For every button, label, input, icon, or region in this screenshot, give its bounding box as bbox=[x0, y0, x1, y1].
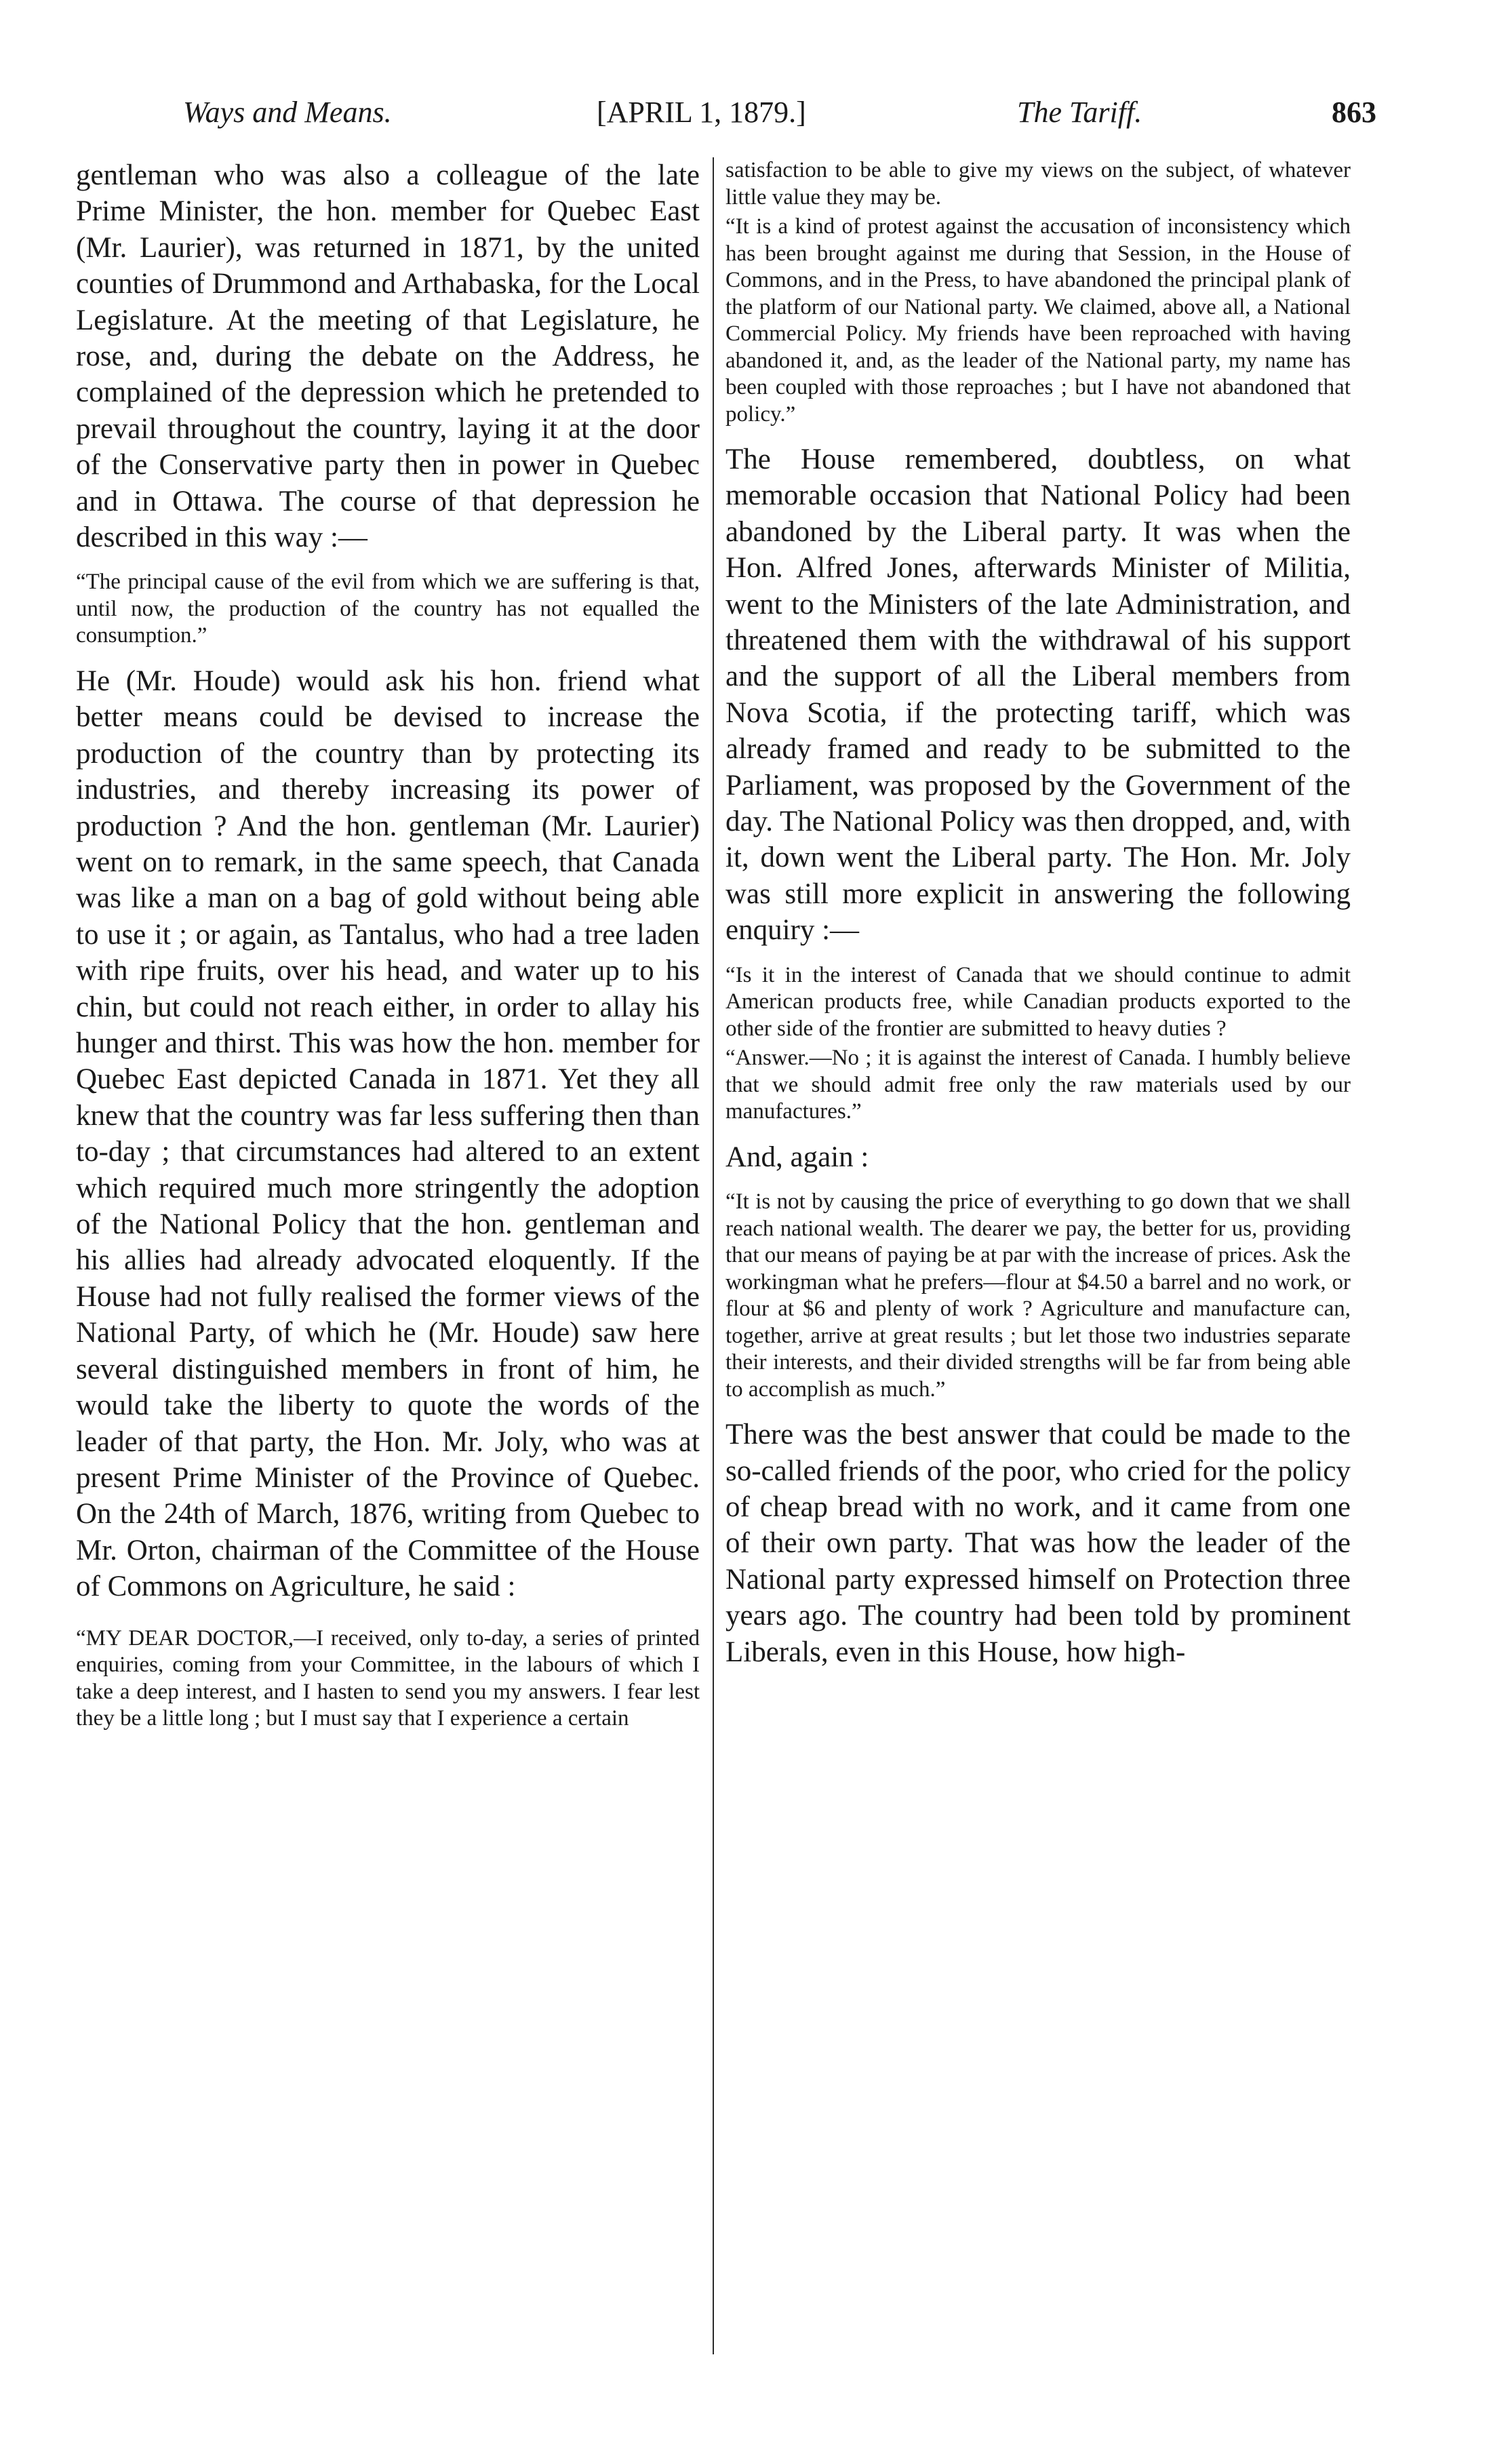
paragraph: The House remembered, doubtless, on what memorable occasion that National Policy had been abandoned by the Liberal party. It was when the Hon. Alfred Jones, afterwards Minister of Militia, went to the Ministers of the late Administration, and threatened them with the withdrawal of his support and the support of all the Liberal members from Nova Scotia, if the protecting tariff, which was already framed and ready to be submitted to the Parliament, was proposed by the Government of the day. The National Policy was then dropped, and, with it, down went the Liberal party. The Hon. Mr. Joly was still more explicit in answering the following enquiry :— bbox=[725, 443, 1351, 947]
column-divider bbox=[713, 157, 714, 2354]
paragraph: And, again : bbox=[725, 1141, 869, 1173]
running-header bbox=[183, 95, 1376, 142]
left-column bbox=[76, 157, 700, 1733]
header-date: [APRIL 1, 1879.] bbox=[597, 96, 806, 129]
block-quote: “Is it in the interest of Canada that we should continue to admit American products free, while Canadian products exported to the other side of the frontier are submitted to heavy duties ? bbox=[725, 962, 1351, 1041]
block-quote: “Answer.—No ; it is against the interest of Canada. I humbly believe that we should admit free only the raw materials used by our manufactures.” bbox=[725, 1046, 1351, 1124]
header-section-title: Ways and Means. bbox=[183, 96, 392, 129]
paragraph: gentleman who was also a colleague of the late Prime Minister, the hon. member for Quebec East (Mr. Laurier), was returned in 1871, by the united counties of Drummond and Arthabaska, for the Local Legislature. At the meeting of that Legislature, he rose, and, during the debate on the Address, he complained of the depression which he pretended to prevail throughout the country, laying it at the door of the Conservative party then in power in Quebec and in Ottawa. The course of that depression he described in this way :— bbox=[76, 159, 700, 554]
header-topic: The Tariff. bbox=[1017, 96, 1142, 129]
block-quote: “MY DEAR DOCTOR,—I received, only to-day, a series of printed enquiries, coming from your Committee, in the labours of which I take a deep interest, and I hasten to send you my answers. I fear lest they be a little long ; but I must say that I experience a certain bbox=[76, 1625, 700, 1731]
block-quote: “It is a kind of protest against the accusation of inconsistency which has been brought against me during that Session, in the House of Commons, and in the Press, to have abandoned the principal plank of the platform of our National party. We claimed, above all, a National Commercial Policy. My friends have been reproached with having abandoned it, and, as the leader of the National party, my name has been coupled with those reproaches ; but I have not abandoned that policy.” bbox=[725, 214, 1351, 427]
block-quote: “It is not by causing the price of everything to go down that we shall reach national wealth. The dearer we pay, the better for us, providing that our means of paying be at par with the increase of prices. Ask the workingman what he prefers—flour at $4.50 a barrel and no work, or flour at $6 and plenty of work ? Agriculture and manufacture can, together, arrive at great results ; but let those two industries separate their interests, and their divided strengths will be far from being able to accomplish as much.” bbox=[725, 1189, 1351, 1402]
page-number: 863 bbox=[1332, 96, 1376, 129]
paragraph: He (Mr. Houde) would ask his hon. friend what better means could be devised to increase the production of the country than by protecting its industries, and thereby increasing its power of production ? And the hon. gentleman (Mr. Laurier) went on to remark, in the same speech, that Canada was like a man on a bag of gold without being able to use it ; or again, as Tantalus, who had a tree laden with ripe fruits, over his head, and water up to his chin, but could not reach either, in order to allay his hunger and thirst. This was how the hon. member for Quebec East depicted Canada in 1871. Yet they all knew that the country was far less suffering then than to-day ; that circumstances had altered to an extent which required much more stringently the adoption of the National Policy that the hon. gentleman and his allies had already advocated eloquently. If the House had not fully realised the former views of the National Party, of which he (Mr. Houde) saw here several distinguished members in front of him, he would take the liberty to quote the words of the leader of that party, the Hon. Mr. Joly, who was at present Prime Minister of the Province of Quebec. On the 24th of March, 1876, writing from Quebec to Mr. Orton, chairman of the Committee of the House of Commons on Agriculture, he said : bbox=[76, 665, 700, 1603]
block-quote: satisfaction to be able to give my views on the subject, of whatever little value they may be. bbox=[725, 158, 1351, 210]
right-column bbox=[725, 157, 1351, 1670]
block-quote: “The principal cause of the evil from which we are suffering is that, until now, the production of the country has not equalled the consumption.” bbox=[76, 570, 700, 648]
paragraph: There was the best answer that could be made to the so-called friends of the poor, who cried for the policy of cheap bread with no work, and it came from one of their own party. That was how the leader of the National party expressed himself on Protection three years ago. The country had been told by prominent Liberals, even in this House, how high- bbox=[725, 1419, 1351, 1668]
